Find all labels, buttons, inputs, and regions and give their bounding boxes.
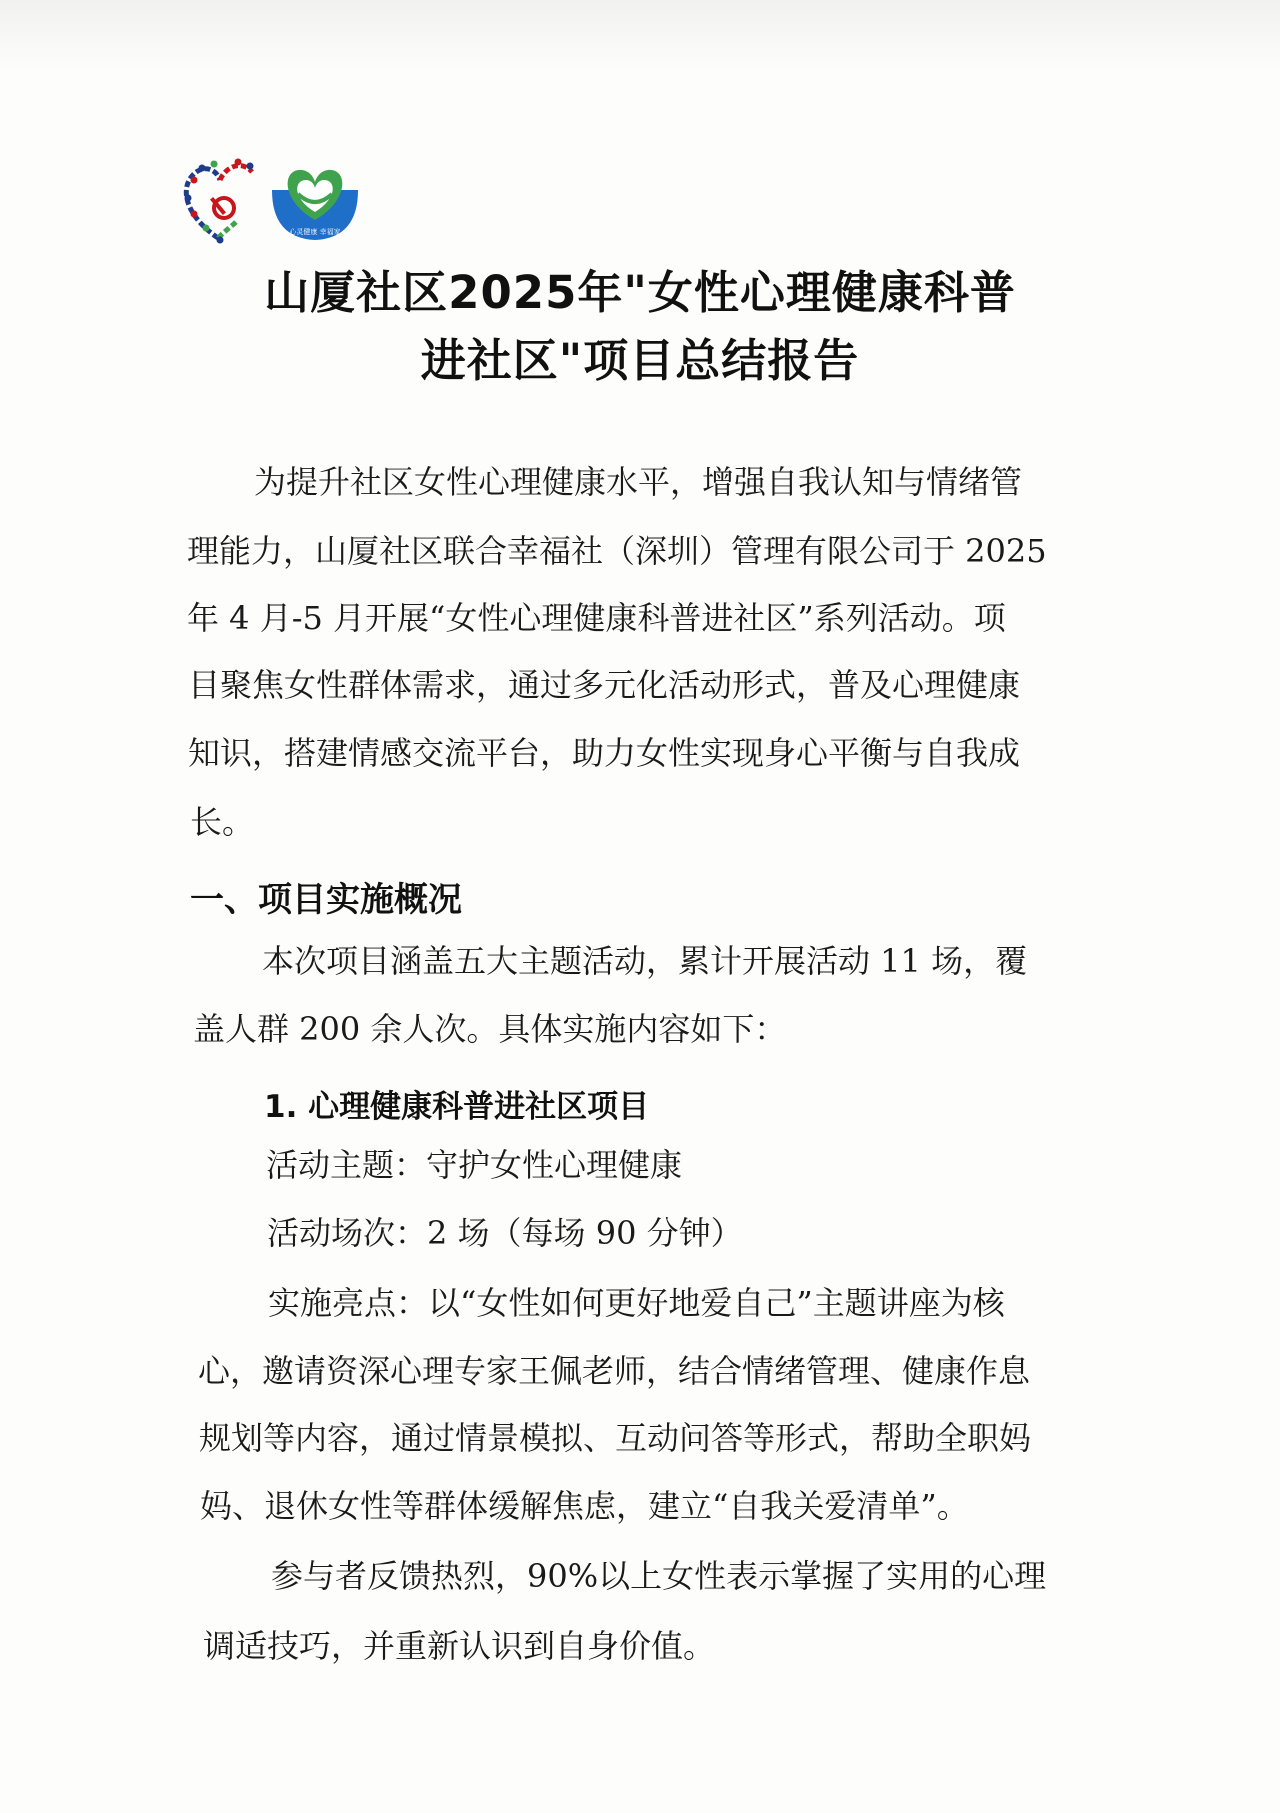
item1-feedback-line: 参与者反馈热烈，90%以上女性表示掌握了实用的心理 [271, 1557, 1047, 1595]
scan-shading [0, 0, 1280, 70]
section1-heading: 一、项目实施概况 [190, 880, 462, 920]
item1-highlight-line: 实施亮点：以“女性如何更好地爱自己”主题讲座为核 [268, 1284, 1005, 1322]
item1-highlight-line: 规划等内容，通过情景模拟、互动问答等形式，帮助全职妈 [199, 1419, 1032, 1457]
section1-body-line: 本次项目涵盖五大主题活动，累计开展活动 11 场，覆 [262, 942, 1028, 980]
item1-highlight-line: 心，邀请资深心理专家王佩老师，结合情绪管理、健康作息 [198, 1352, 1031, 1390]
intro-line: 年 4 月-5 月开展“女性心理健康科普进社区”系列活动。项 [187, 599, 1006, 637]
party-heart-emblem-icon [185, 159, 254, 244]
item1-sessions: 活动场次：2 场（每场 90 分钟） [267, 1214, 743, 1252]
intro-line: 为提升社区女性心理健康水平，增强自我认知与情绪管 [254, 463, 1023, 501]
item1-theme: 活动主题：守护女性心理健康 [266, 1146, 683, 1184]
document-title-line2: 进社区"项目总结报告 [420, 334, 860, 387]
document-title-line1: 山厦社区2025年"女性心理健康科普 [264, 266, 1016, 319]
intro-line: 目聚焦女性群体需求，通过多元化活动形式，普及心理健康 [188, 666, 1021, 704]
section1-body-line: 盖人群 200 余人次。具体实施内容如下： [193, 1010, 787, 1048]
badge-caption: 心灵健康 幸福家 [289, 228, 341, 236]
intro-line: 知识，搭建情感交流平台，助力女性实现身心平衡与自我成 [188, 734, 1021, 772]
item1-feedback-line: 调适技巧，并重新认识到自身价值。 [203, 1627, 716, 1665]
header-logos [180, 150, 380, 250]
logo-group [180, 150, 380, 250]
community-heart-badge-icon [272, 170, 358, 240]
intro-line: 长。 [190, 803, 255, 841]
item1-heading: 1. 心理健康科普进社区项目 [264, 1089, 650, 1125]
intro-line: 理能力，山厦社区联合幸福社（深圳）管理有限公司于 2025 [187, 532, 1047, 570]
item1-highlight-line: 妈、退休女性等群体缓解焦虑，建立“自我关爱清单”。 [200, 1487, 969, 1525]
